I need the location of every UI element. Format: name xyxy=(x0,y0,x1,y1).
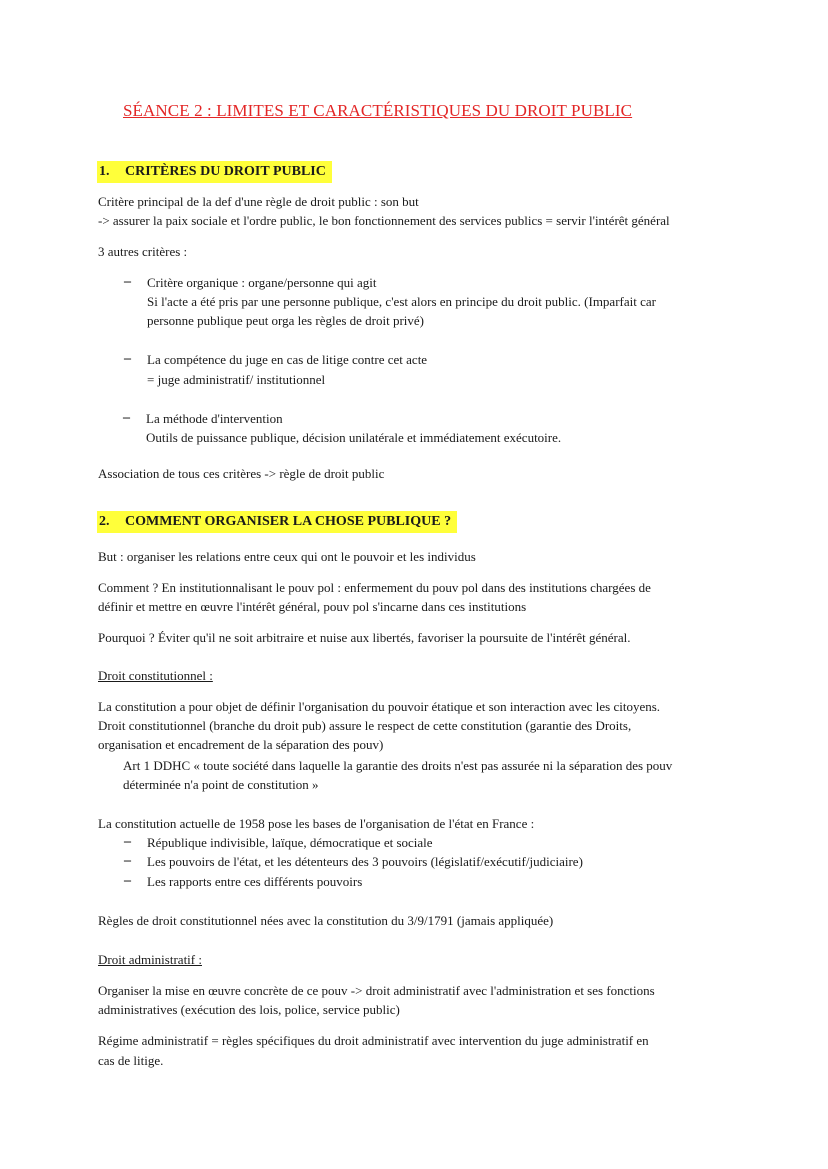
bullet-2-line-2: = juge administratif/ institutionnel xyxy=(147,372,326,387)
s2-paragraph-2a: Comment ? En institutionnalisant le pouv pol : enfermement du pouv pol dans des institutions chargées de xyxy=(98,580,651,595)
list-item-1: République indivisible, laïque, démocratique et sociale xyxy=(147,835,433,850)
bullet-1-line-3: personne publique peut orga les règles de droit privé) xyxy=(147,313,425,328)
list-dash-3: – xyxy=(124,873,131,888)
bullet-3-line-1: La méthode d'intervention xyxy=(146,411,283,426)
s1-paragraph-4: Association de tous ces critères -> règle de droit public xyxy=(98,466,385,481)
s2-paragraph-1: But : organiser les relations entre ceux qui ont le pouvoir et les individus xyxy=(98,549,476,564)
constit-1958: La constitution actuelle de 1958 pose les bases de l'organisation de l'état en France : xyxy=(98,816,535,831)
bullet-dash-1: – xyxy=(124,274,131,289)
section-2-number: 2. xyxy=(99,514,110,529)
s1-paragraph-3: 3 autres critères : xyxy=(98,244,188,259)
admin-line-1: Organiser la mise en œuvre concrète de ce pouv -> droit administratif avec l'administration et ses fonctions xyxy=(98,983,655,998)
s1-paragraph-2: -> assurer la paix sociale et l'ordre public, le bon fonctionnement des services publics = servir l'intérêt général xyxy=(98,213,670,228)
bullet-dash-2: – xyxy=(124,351,131,366)
bullet-3-line-2: Outils de puissance publique, décision unilatérale et immédiatement exécutoire. xyxy=(146,430,562,445)
constit-line-2: Droit constitutionnel (branche du droit pub) assure le respect de cette constitution (garantie des Droits, xyxy=(98,718,632,733)
bullet-2-line-1: La compétence du juge en cas de litige contre cet acte xyxy=(147,352,428,367)
admin-line-4: cas de litige. xyxy=(98,1053,164,1068)
page-title: SÉANCE 2 : LIMITES ET CARACTÉRISTIQUES DU DROIT PUBLIC xyxy=(123,101,633,120)
constit-line-3: organisation et encadrement de la séparation des pouv) xyxy=(98,737,384,752)
bullet-dash-3: – xyxy=(123,410,130,425)
section-1-heading-text: CRITÈRES DU DROIT PUBLIC xyxy=(125,164,326,179)
section-2-heading xyxy=(97,511,457,533)
s1-paragraph-1: Critère principal de la def d'une règle de droit public : son but xyxy=(98,194,419,209)
s2-paragraph-2b: définir et mettre en œuvre l'intérêt général, pouv pol s'incarne dans ces institutions xyxy=(98,599,527,614)
list-dash-2: – xyxy=(124,853,131,868)
bullet-1-line-1: Critère organique : organe/personne qui agit xyxy=(147,275,377,290)
list-item-3: Les rapports entre ces différents pouvoirs xyxy=(147,874,363,889)
section-1-heading xyxy=(97,161,332,183)
admin-line-2: administratives (exécution des lois, police, service public) xyxy=(98,1002,400,1017)
list-dash-1: – xyxy=(124,834,131,849)
subheading-droit-constitutionnel: Droit constitutionnel : xyxy=(98,668,213,683)
subheading-droit-administratif: Droit administratif : xyxy=(98,952,202,967)
admin-line-3: Régime administratif = règles spécifiques du droit administratif avec intervention du juge administratif en xyxy=(98,1033,649,1048)
constit-1791: Règles de droit constitutionnel nées avec la constitution du 3/9/1791 (jamais appliquée) xyxy=(98,913,554,928)
s2-paragraph-3: Pourquoi ? Éviter qu'il ne soit arbitraire et nuise aux libertés, favoriser la poursuite de l'intérêt général. xyxy=(98,630,631,645)
bullet-1-line-2: Si l'acte a été pris par une personne publique, c'est alors en principe du droit public. (Imparfait car xyxy=(147,294,656,309)
list-item-2: Les pouvoirs de l'état, et les détenteurs des 3 pouvoirs (législatif/exécutif/judiciaire) xyxy=(147,854,583,869)
section-2-heading-text: COMMENT ORGANISER LA CHOSE PUBLIQUE ? xyxy=(125,514,452,529)
constit-line-1: La constitution a pour objet de définir l'organisation du pouvoir étatique et son interaction avec les citoyens. xyxy=(98,699,661,714)
ddhc-quote-line-1: Art 1 DDHC « toute société dans laquelle la garantie des droits n'est pas assurée ni la séparation des pouv xyxy=(123,758,673,773)
section-1-number: 1. xyxy=(99,164,110,179)
ddhc-quote-line-2: déterminée n'a point de constitution » xyxy=(123,777,319,792)
